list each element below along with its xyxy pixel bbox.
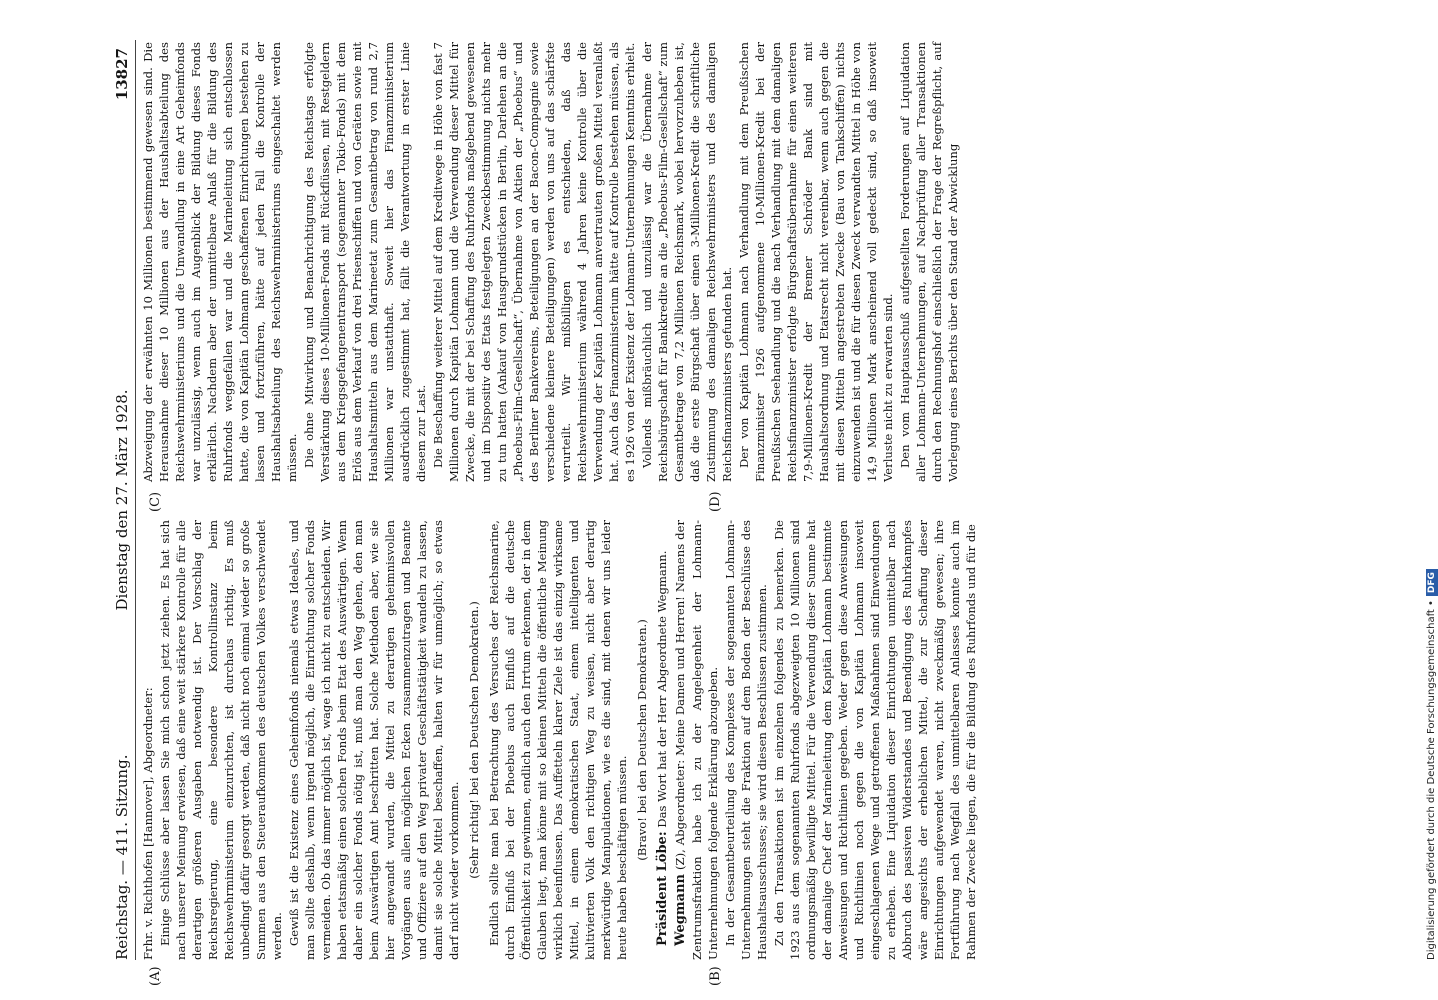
interjection: (Sehr richtig! bei den Deutschen Demokraten.) — [467, 601, 481, 879]
wegmann-intro: (Z), Abgeordneter: Meine Damen und Herren! Namens der Zentrumsfraktion habe ich zu der Angelegenheit der Lohmann-Unternehmungen folgende Erklärung abzugeben. — [673, 520, 720, 960]
paragraph: Gewiß ist die Existenz eines Geheimfonds niemals etwas Ideales, und man sollte deshalb, wenn irgend möglich, die Einrichtung solcher Fonds vermeiden. Ob das immer möglich ist, wage ich nicht zu entscheiden. Wir haben etatsmäßig einen solchen Fonds beim Etat des Auswärtigen. Wenn daher ein solcher Fonds nötig ist, muß man den Weg gehen, den man beim Auswärtigen Amt beschritten hat. Solche Methoden aber, wie sie hier angewandt wurden, die Mittel zu derartigen geheimnisvollen Vorgängen aus allen möglichen Ecken zusammenzutragen und Beamte und Offiziere auf den Weg privater Geschäftstätigkeit wandeln zu lassen, damit sie solche Mittel beschaffen, halten wir für unmöglich; so etwas darf nicht wieder vorkommen. — [287, 520, 461, 960]
margin-marker-d: (D) — [708, 491, 723, 512]
paragraph: Den vom Hauptausschuß aufgestellten Forderungen auf Liquidation aller Lohmann-Unternehmungen, auf Nachprüfung aller Transaktionen durch den Rechnungshof einschließlich der Frage der Regreßpflicht, auf Vorlegung eines Berichts über den Stand der Abwicklung — [898, 42, 960, 482]
paragraph: Die ohne Mitwirkung und Benachrichtigung des Reichstags erfolgte Verstärkung dieses 10-Millionen-Fonds mit Rückflüssen, mit Restgeldern aus dem Kriegsgefangenentransport (sogenannter Tokio-Fonds) mit dem Erlös aus dem Verkauf von drei Prisenschiffen und von Geräten sowie mit Haushaltsmitteln aus dem Marineetat zum Gesamtbetrag von rund 2,7 Millionen war unstatthaft. Soweit hier das Finanzministerium ausdrücklich zugestimmt hat, fällt die Verantwortung in erster Linie diesem zur Last. — [302, 42, 428, 482]
paragraph: Der von Kapitän Lohmann nach Verhandlung mit dem Preußischen Finanzminister 1926 aufgenommene 10-Millionen-Kredit bei der Preußischen Seehandlung und die nach Verhandlung mit dem damaligen Reichsfinanzminister erfolgte Bürgschaftsübernahme für einen weiteren 7,9-Millionen-Kredit der Bremer Schröder Bank sind mit Haushaltsordnung und Etatsrecht nicht vereinbar, wenn auch gegen die mit diesen Mitteln angestrebten Zwecke (Bau von Tankschiffen) nichts einzuwenden ist und die für diesen Zweck verwandten Mittel in Höhe von 14,9 Millionen Mark anscheinend voll gedeckt sind, so daß insoweit Verluste nicht zu erwarten sind. — [737, 42, 895, 482]
header-rule — [135, 40, 136, 960]
paragraph: Abzweigung der erwähnten 10 Millionen bestimmend gewesen sind. Die Herausnahme dieser 10 Millionen aus der Haushaltsabteilung des Reichswehrministeriums und die Umwandlung in eine Art Geheimfonds war unzulässig, wenn auch im Augenblick der Bildung dieses Fonds erklärlich. Nachdem aber der unmittelbare Anlaß für die Bildung des Ruhrfonds weggefallen war und die Marineleitung sich entschlossen hatte, die von Kapitän Lohmann geschaffenen Einrichtungen bestehen zu lassen und fortzuführen, hätte auf jeden Fall die Kontrolle der Haushaltsabteilung des Reichswehrministeriums eingeschaltet werden müssen. — [141, 42, 299, 482]
paragraph: Einige Schlüsse aber lassen Sie mich schon jetzt ziehen. Es hat sich nach unserer Meinung erwiesen, daß eine weit stärkere Kontrolle für alle derartigen größeren Ausgaben notwendig ist. Der Vorschlag der Reichsregierung, eine besondere Kontrollinstanz beim Reichswehrministerium einzurichten, ist durchaus richtig. Es muß unbedingt dafür gesorgt werden, daß nicht noch einmal wieder so große Summen aus den Steueraufkommen des deutschen Volkes verschwendet werden. — [158, 520, 284, 960]
left-column — [140, 520, 1315, 960]
president-paragraph — [654, 520, 671, 960]
wegmann-speaker: Wegmann — [673, 874, 688, 946]
paragraph: Zu den Transaktionen ist im einzelnen folgendes zu bemerken. Die 1923 aus dem sogenannten Ruhrfonds abgezweigten 10 Millionen sind ordnungsmäßig bewilligte Mittel. Für die Verwendung dieser Summe hat der damalige Chef der Marineleitung dem Kapitän Lohmann bestimmte Anweisungen und Richtlinien gegeben. Weder gegen diese Anweisungen und Richtlinien noch gegen die von Kapitän Lohmann insoweit eingeschlagenen Wege und getroffenen Maßnahmen sind Einwendungen zu erheben. Eine Liquidation dieser Einrichtungen unmittelbar nach Abbruch des passiven Widerstandes und Beendigung des Ruhrkampfes wäre angesichts der erheblichen Mittel, die zur Schaffung dieser Einrichtungen aufgewendet waren, nicht zweckmäßig gewesen; ihre Fortführung nach Wegfall des unmittelbaren Anlasses konnte auch im Rahmen der Zwecke liegen, die für die Bildung des Ruhrfonds und für die — [772, 520, 978, 960]
margin-marker-a: (A) — [148, 966, 163, 986]
president-speaker: Präsident Löbe: — [655, 831, 670, 946]
header-date: Dienstag den 27. März 1928. — [113, 389, 131, 611]
margin-marker-c: (C) — [148, 491, 163, 512]
digitization-caption — [1426, 569, 1438, 960]
paragraph: Endlich sollte man bei Betrachtung des Versuches der Reichsmarine, durch Einfluß bei der Phoebus auch Einfluß auf die deutsche Öffentlichkeit zu gewinnen, endlich auch den Irrtum erkennen, der in dem Glauben liegt, man könne mit so kleinen Mitteln die öffentliche Meinung wirklich beeinflussen. Das Auffetteln klarer Ziele ist das einzig wirksame Mittel, in einem demokratischen Staat, einem intelligenten und kultivierten Volk den richtigen Weg zu weisen, nicht aber derartig merkwürdige Manipulationen, wie es die sind, mit denen wir uns leider heute haben beschäftigen müssen. — [487, 520, 629, 960]
wegmann-paragraph — [672, 520, 721, 960]
paragraph: Vollends mißbräuchlich und unzulässig war die Übernahme der Reichsbürgschaft für Bankkredite an die „Phoebus-Film-Gesellschaft“ zum Gesamtbetrage von 7,2 Millionen Reichsmark, wobei hervorzuheben ist, daß die erste Bürgschaft über einen 3-Millionen-Kredit die schriftliche Zustimmung des damaligen Reichswehrministers und des damaligen Reichsfinanzministers gefunden hat. — [640, 42, 734, 482]
header-session: Reichstag. — 411. Sitzung. — [113, 754, 131, 960]
margin-marker-b: (B) — [708, 966, 723, 986]
paragraph: In der Gesamtbeurteilung des Komplexes der sogenannten Lohmann-Unternehmungen steht die Fraktion auf dem Boden der Beschlüsse des Haushaltsausschusses; sie wird diesen Beschlüssen zustimmen. — [723, 520, 769, 960]
page-number: 13827 — [113, 48, 131, 101]
right-column — [140, 42, 1315, 482]
caption-text: Digitalisierung gefördert durch die Deutsche Forschungsgemeinschaft • — [1426, 600, 1437, 960]
president-text: Das Wort hat der Herr Abgeordnete Wegmann. — [655, 550, 669, 828]
reichstag-page — [108, 40, 1318, 986]
page-header — [108, 40, 138, 960]
interjection: (Bravo! bei den Deutschen Demokraten.) — [635, 619, 649, 861]
paragraph: Die Beschaffung weiterer Mittel auf dem Kreditwege in Höhe von fast 7 Millionen durch Kapitän Lohmann und die Verwendung dieser Mittel für Zwecke, die mit der bei Schaffung des Ruhrfonds maßgebend gewesenen und im Dispositiv des Etats festgelegten Zweckbestimmung nichts mehr zu tun hatten (Ankauf von Hausgrundstücken in Berlin, Darlehen an die „Phoebus-Film-Gesellschaft“, Übernahme von Aktien der „Phoebus“ und des Berliner Bankvereins, Beteiligungen an der Bacon-Compagnie sowie verschiedene kleinere Beteiligungen) werden von uns auf das schärfste verurteilt. Wir mißbilligen es entschieden, daß das Reichswehrministerium während 4 Jahren keine Kontrolle über die Verwendung der Kapitän Lohmann anvertrauten großen Mittel veranlaßt hat. Auch das Finanzministerium hätte auf Kontrolle bestehen müssen, als es 1926 von der Existenz der Lohmann-Unternehmungen Kenntnis erhielt. — [431, 42, 637, 482]
dfg-logo: DFG — [1426, 569, 1438, 596]
speaker-line: Frhr. v. Richthofen [Hannover], Abgeordneter: — [141, 687, 155, 960]
